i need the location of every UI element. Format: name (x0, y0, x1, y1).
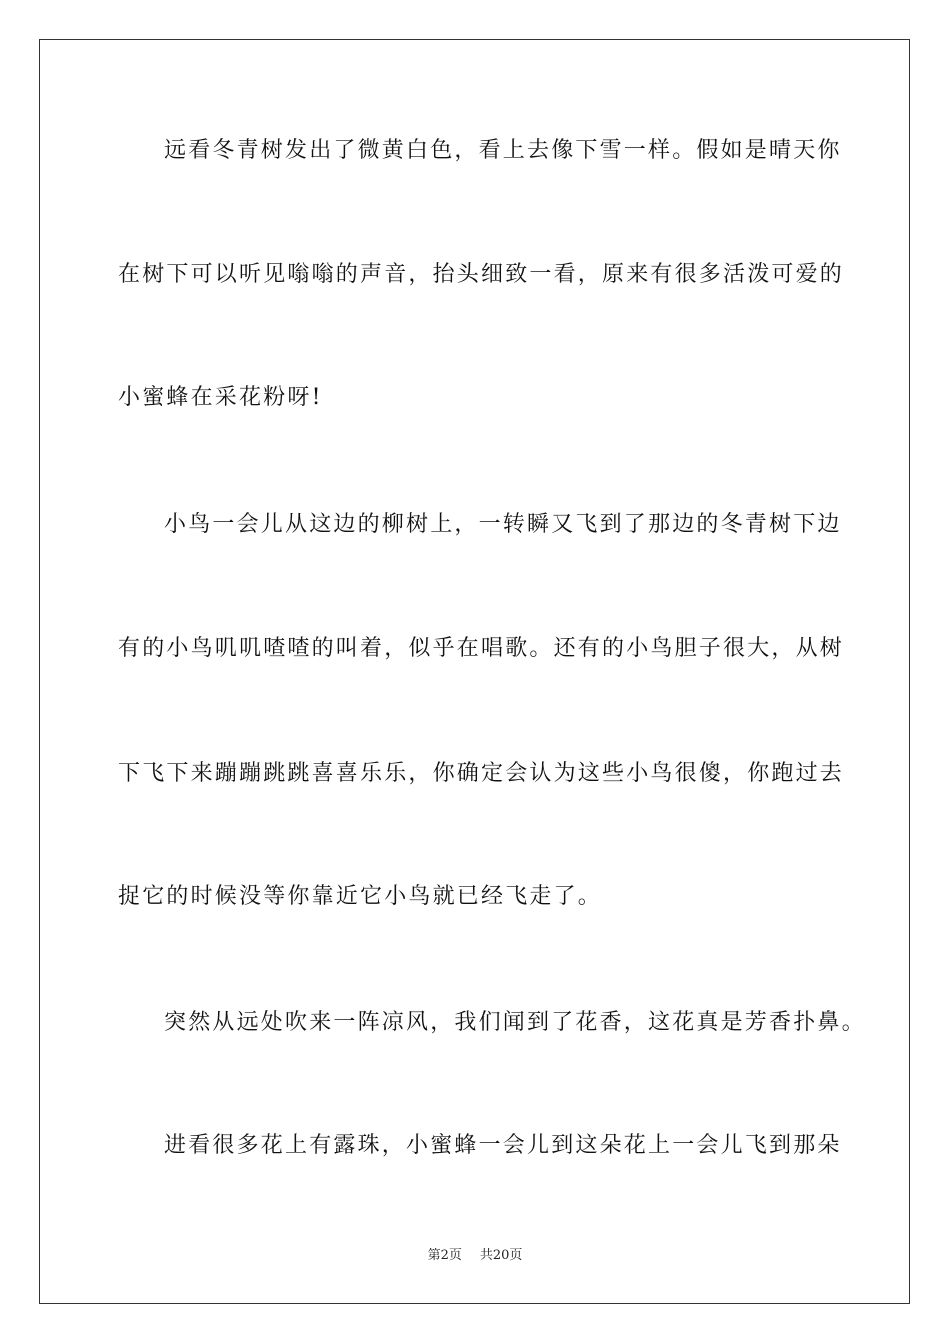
page-number: 第2页 (427, 1248, 462, 1263)
paragraph-line: 有的小鸟叽叽喳喳的叫着，似乎在唱歌。还有的小鸟胆子很大，从树 (118, 636, 845, 661)
paragraph-line: 突然从远处吹来一阵凉风，我们闻到了花香，这花真是芳香扑鼻。 (164, 1010, 866, 1035)
page-frame (39, 39, 910, 1304)
page-footer (0, 1246, 950, 1266)
paragraph-line: 捉它的时候没等你靠近它小鸟就已经飞走了。 (118, 884, 603, 909)
paragraph-line: 下飞下来蹦蹦跳跳喜喜乐乐，你确定会认为这些小鸟很傻，你跑过去 (118, 761, 845, 786)
paragraph-line: 小鸟一会儿从这边的柳树上，一转瞬又飞到了那边的冬青树下边 (164, 512, 842, 537)
paragraph-line: 远看冬青树发出了微黄白色，看上去像下雪一样。假如是晴天你 (164, 138, 842, 163)
paragraph-line: 在树下可以听见嗡嗡的声音，抬头细致一看，原来有很多活泼可爱的 (118, 262, 845, 287)
paragraph-line: 小蜜蜂在采花粉呀! (118, 385, 323, 410)
paragraph-line: 进看很多花上有露珠，小蜜蜂一会儿到这朵花上一会儿飞到那朵 (164, 1133, 842, 1158)
page-total: 共20页 (479, 1248, 523, 1263)
